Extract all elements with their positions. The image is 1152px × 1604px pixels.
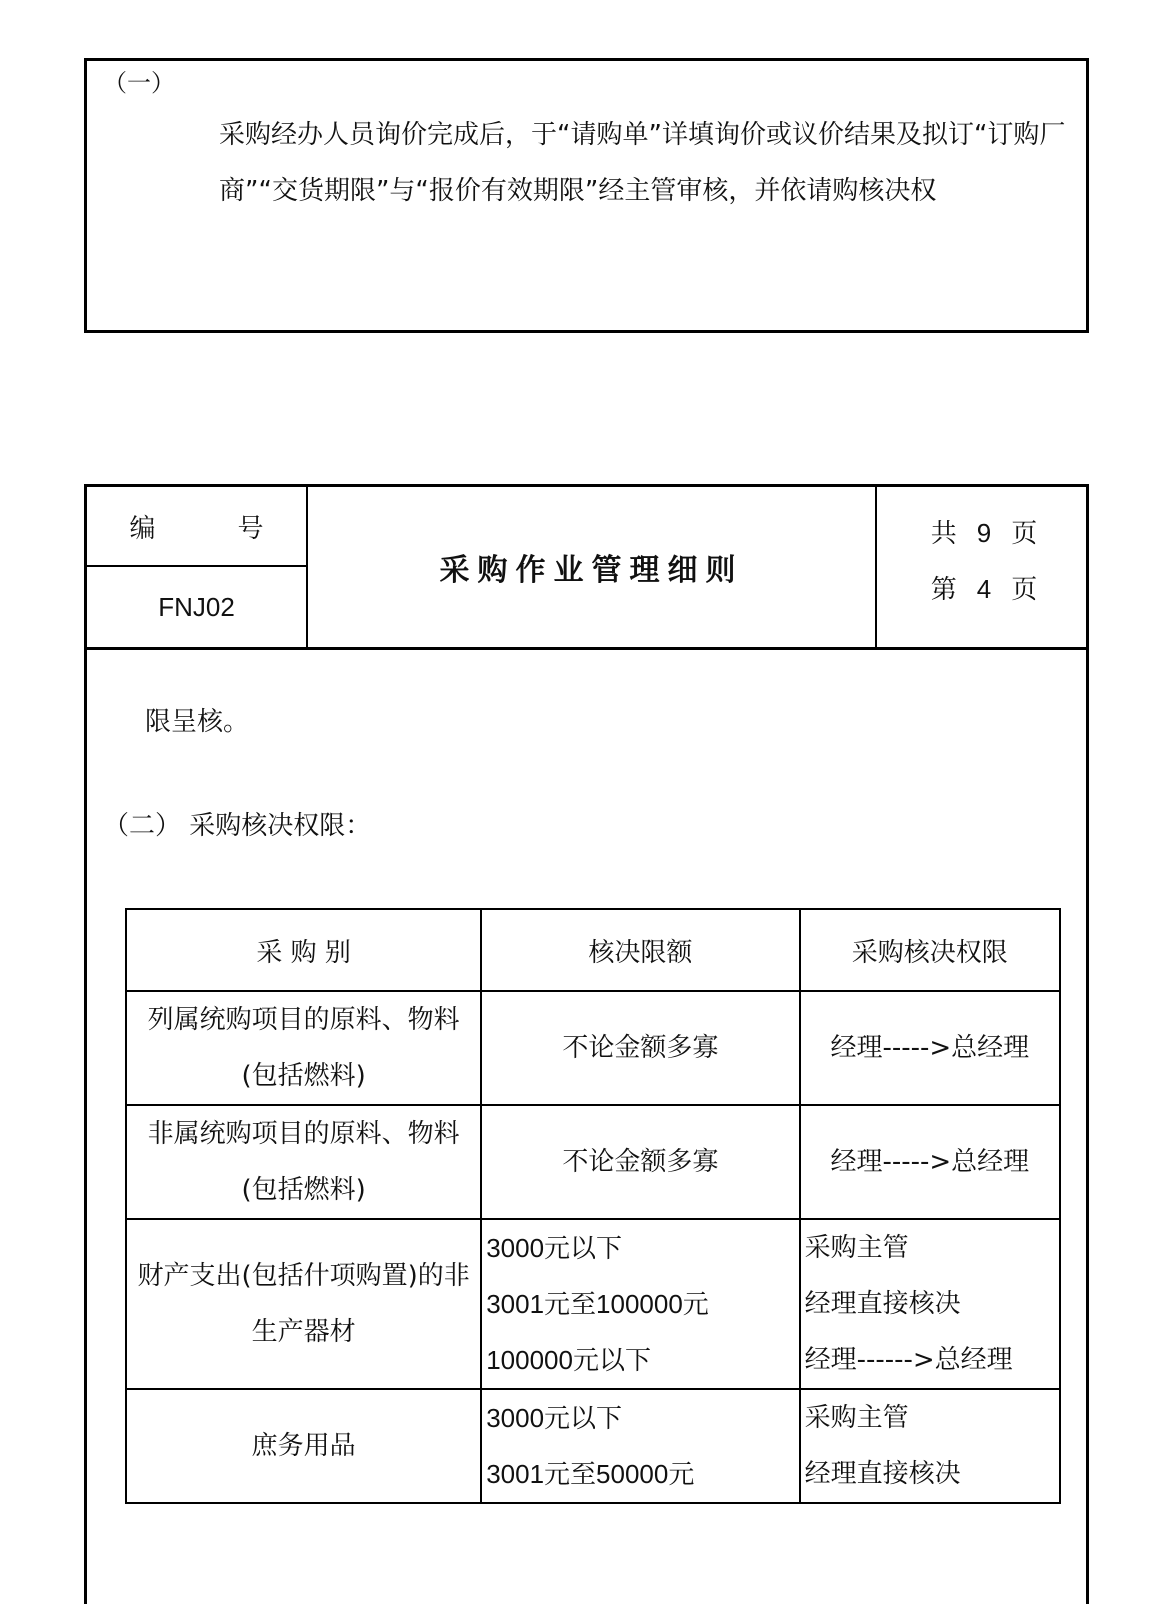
category-cell: 财产支出(包括什项购置)的非生产器材 [126, 1219, 481, 1389]
table-row [126, 1105, 1060, 1219]
limit-cell [481, 1219, 799, 1389]
approval-authority-table [125, 908, 1061, 1504]
authority-cell: 经理----->总经理 [800, 991, 1060, 1105]
authority-line: 经理直接核决 [804, 1459, 961, 1489]
section-two-heading: （二） 采购核决权限： [103, 811, 372, 841]
table-row [126, 991, 1060, 1105]
column-header-authority: 采购核决权限 [800, 909, 1060, 991]
section-one-box [84, 58, 1089, 333]
authority-cell [800, 1219, 1060, 1389]
authority-line: 采购主管 [804, 1233, 909, 1263]
page-suffix: 页 [1011, 575, 1038, 605]
limit-cell: 不论金额多寡 [481, 1105, 799, 1219]
category-cell: 非属统购项目的原料、物料(包括燃料) [126, 1105, 481, 1219]
limit-line: 100000元以下 [486, 1345, 651, 1375]
document-title: 采购作业管理细则 [439, 553, 744, 588]
category-cell: 庶务用品 [126, 1389, 481, 1503]
limit-line: 3000元以下 [486, 1233, 623, 1263]
limit-line: 3001元至100000元 [486, 1289, 709, 1319]
limit-cell: 不论金额多寡 [481, 991, 799, 1105]
limit-cell [481, 1389, 799, 1503]
authority-cell: 经理----->总经理 [800, 1105, 1060, 1219]
authority-line: 经理------>总经理 [804, 1345, 1013, 1375]
category-cell: 列属统购项目的原料、物料(包括燃料) [126, 991, 481, 1105]
total-pages: 9 [976, 518, 992, 548]
document-page [84, 484, 1089, 1604]
number-label: 编 号 [87, 487, 306, 567]
limit-line: 3000元以下 [486, 1403, 623, 1433]
table-row [126, 1389, 1060, 1503]
authority-line: 经理直接核决 [804, 1289, 961, 1319]
continuation-text: 限呈核。 [145, 707, 250, 737]
total-suffix: 页 [1011, 519, 1038, 549]
page-prefix: 第 [930, 575, 957, 605]
authority-cell [800, 1389, 1060, 1503]
column-header-category: 采 购 别 [126, 909, 481, 991]
table-row [126, 1219, 1060, 1389]
number-value: FNJ02 [158, 591, 235, 622]
limit-line: 3001元至50000元 [486, 1459, 695, 1489]
column-header-limit: 核决限额 [481, 909, 799, 991]
total-pages-line [877, 513, 1091, 550]
table-header-row [126, 909, 1060, 991]
section-one-marker: （一） [103, 69, 175, 97]
document-header [87, 487, 1089, 650]
page-count-cell [875, 487, 1091, 647]
page-number: 4 [976, 574, 992, 604]
number-cell [87, 487, 308, 647]
current-page-line [877, 569, 1091, 606]
authority-line: 采购主管 [804, 1403, 909, 1433]
total-prefix: 共 [930, 519, 957, 549]
section-one-paragraph: 采购经办人员询价完成后，于“请购单”详填询价或议价结果及拟订“订购厂商”“交货期限”与“报价有效期限”经主管审核，并依请购核决权 [219, 120, 1066, 206]
